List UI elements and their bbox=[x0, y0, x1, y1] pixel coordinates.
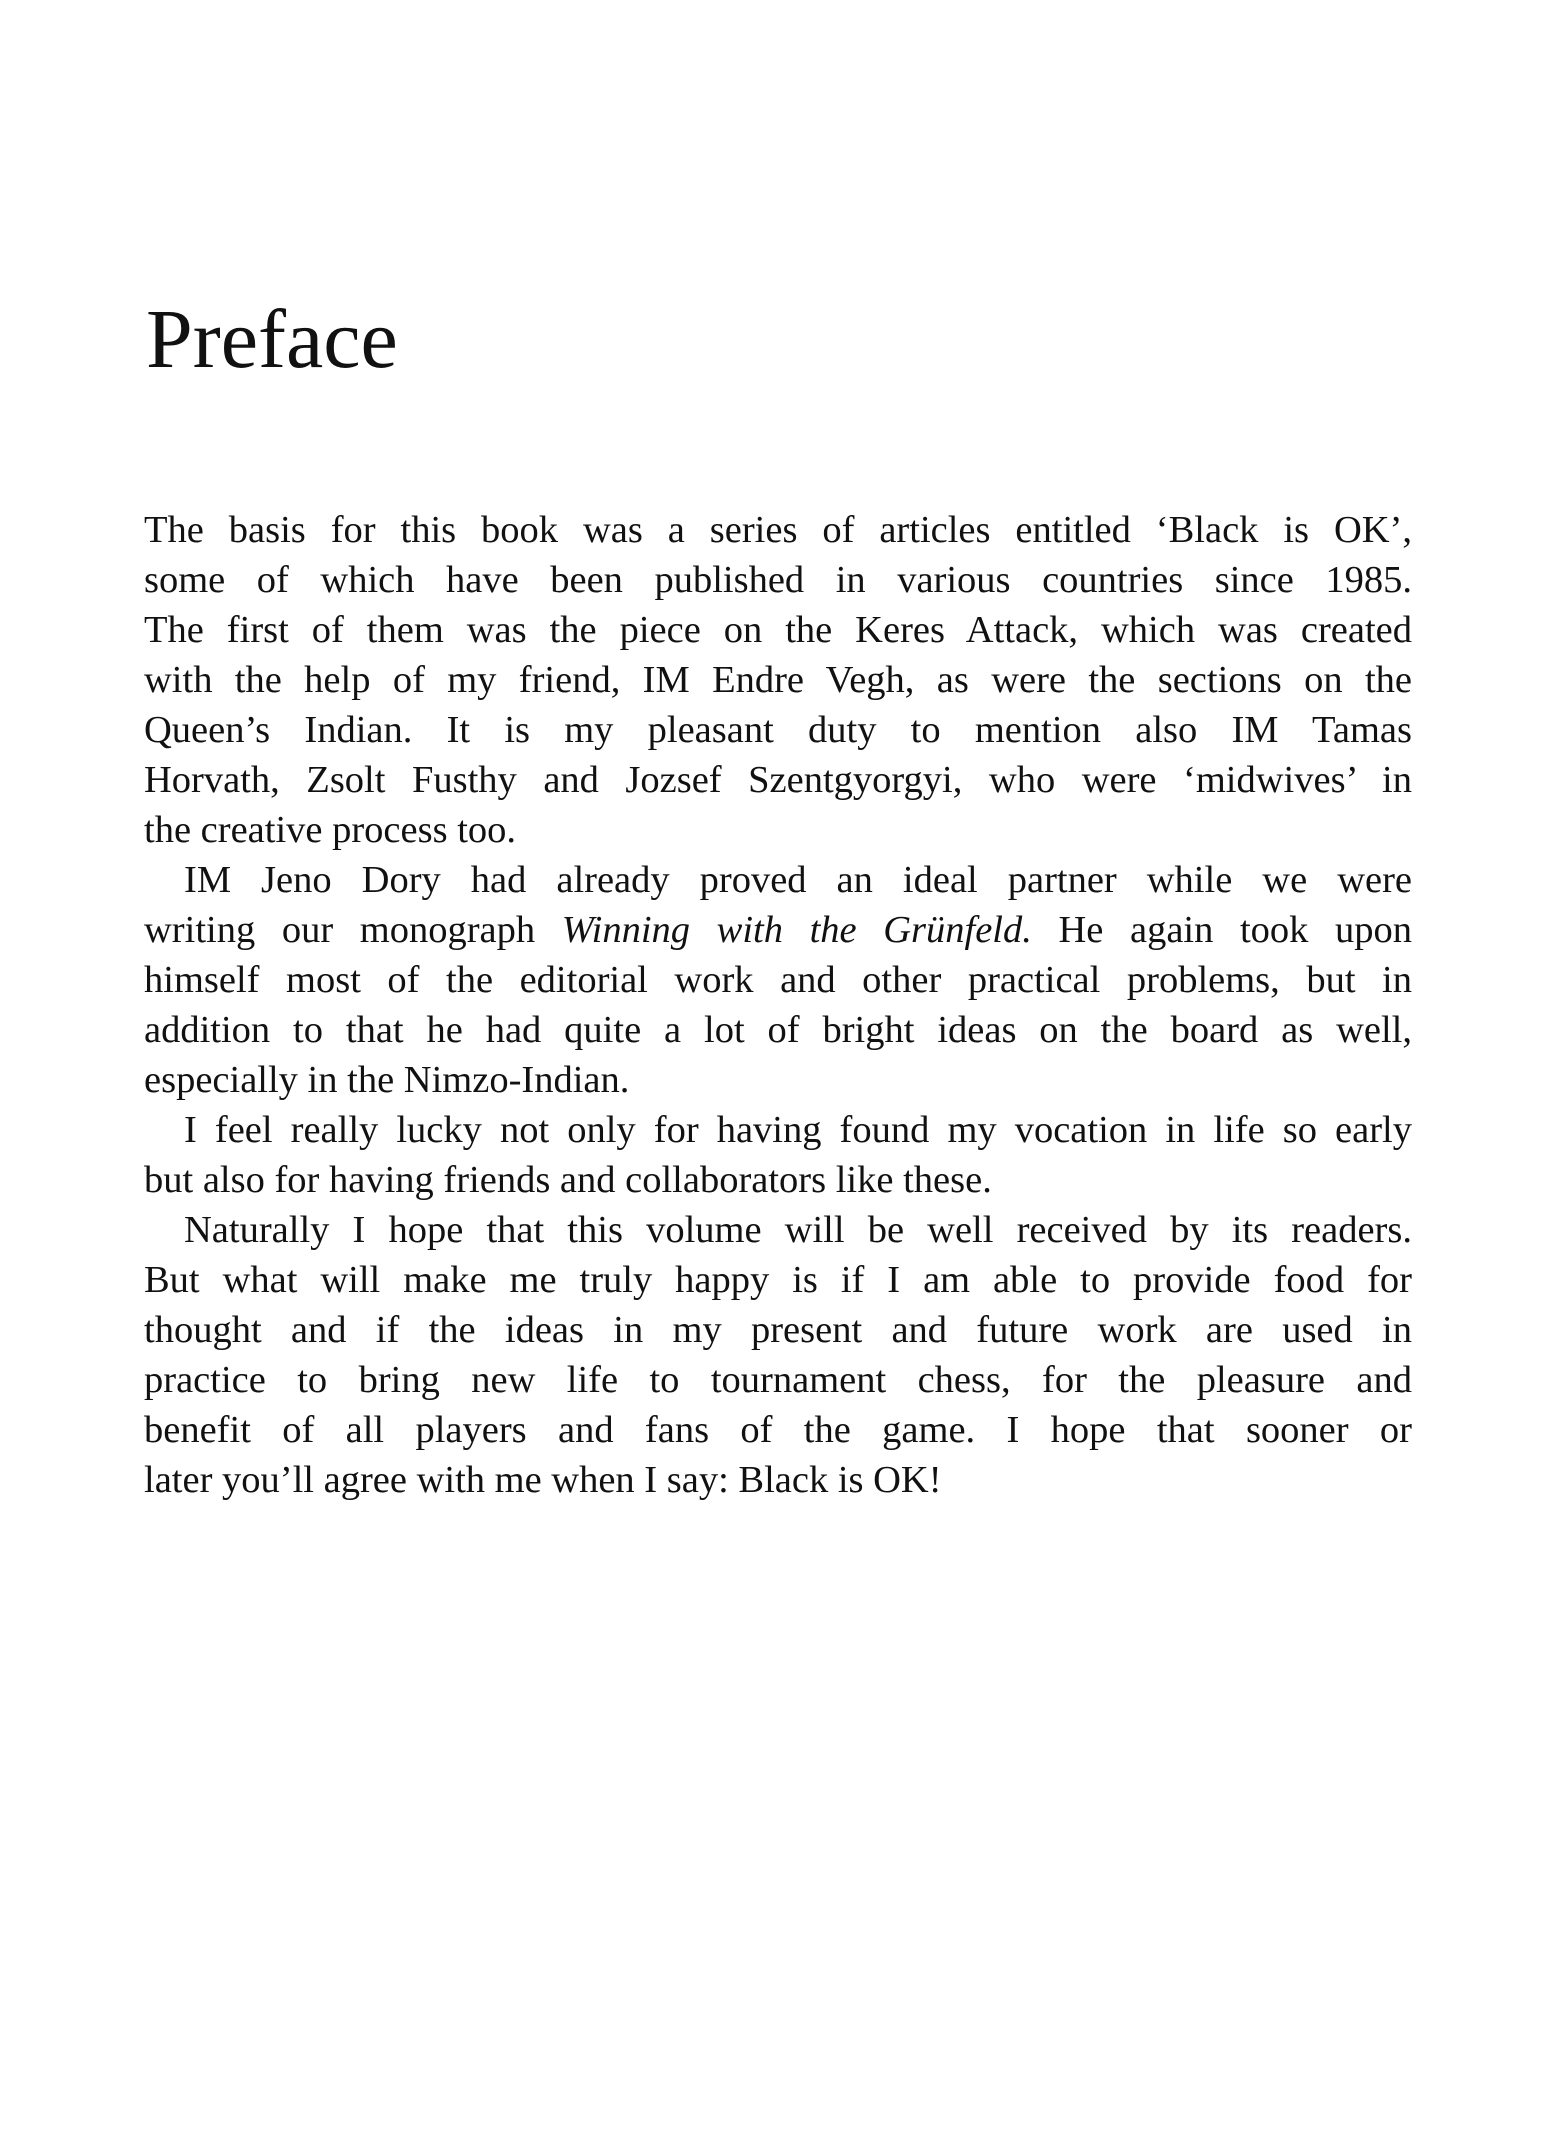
text-line: but also for having friends and collaborators like these. bbox=[144, 1159, 992, 1201]
text-line: I feel really lucky not only for having found my vocation in life so early bbox=[184, 1109, 1412, 1151]
text-line: with the help of my friend, IM Endre Vegh, as were the sections on the bbox=[144, 659, 1412, 701]
paragraph-3 bbox=[144, 1105, 1412, 1205]
text-line: The basis for this book was a series of articles entitled ‘Black is OK’, bbox=[144, 509, 1412, 551]
text-line: practice to bring new life to tournament chess, for the pleasure and bbox=[144, 1359, 1412, 1401]
text-line: himself most of the editorial work and other practical problems, but in bbox=[144, 959, 1412, 1001]
text-line: especially in the Nimzo-Indian. bbox=[144, 1059, 630, 1101]
page-title: Preface bbox=[146, 293, 398, 386]
paragraph-4 bbox=[144, 1205, 1412, 1505]
text-segment: writing our monograph bbox=[144, 909, 562, 951]
text-line: some of which have been published in various countries since 1985. bbox=[144, 559, 1412, 601]
text-line: Horvath, Zsolt Fusthy and Jozsef Szentgyorgyi, who were ‘midwives’ in bbox=[144, 759, 1412, 801]
preface-body bbox=[144, 505, 1412, 1505]
text-line: thought and if the ideas in my present and future work are used in bbox=[144, 1309, 1412, 1351]
text-line: Naturally I hope that this volume will be well received by its readers. bbox=[184, 1209, 1412, 1251]
text-segment: He again took upon bbox=[1031, 909, 1413, 951]
text-line: But what will make me truly happy is if I am able to provide food for bbox=[144, 1259, 1412, 1301]
paragraph-1 bbox=[144, 505, 1412, 855]
book-title-reference: Winning with the Grünfeld. bbox=[561, 909, 1032, 951]
text-line: later you’ll agree with me when I say: Black is OK! bbox=[144, 1459, 942, 1501]
text-line: Queen’s Indian. It is my pleasant duty to mention also IM Tamas bbox=[144, 709, 1412, 751]
paragraph-2 bbox=[144, 855, 1412, 1105]
text-line: IM Jeno Dory had already proved an ideal partner while we were bbox=[184, 859, 1412, 901]
text-line: addition to that he had quite a lot of bright ideas on the board as well, bbox=[144, 1009, 1412, 1051]
text-line: benefit of all players and fans of the game. I hope that sooner or bbox=[144, 1409, 1412, 1451]
text-line: the creative process too. bbox=[144, 809, 517, 851]
text-line-with-title bbox=[144, 905, 1412, 955]
text-line: The first of them was the piece on the Keres Attack, which was created bbox=[144, 609, 1412, 651]
